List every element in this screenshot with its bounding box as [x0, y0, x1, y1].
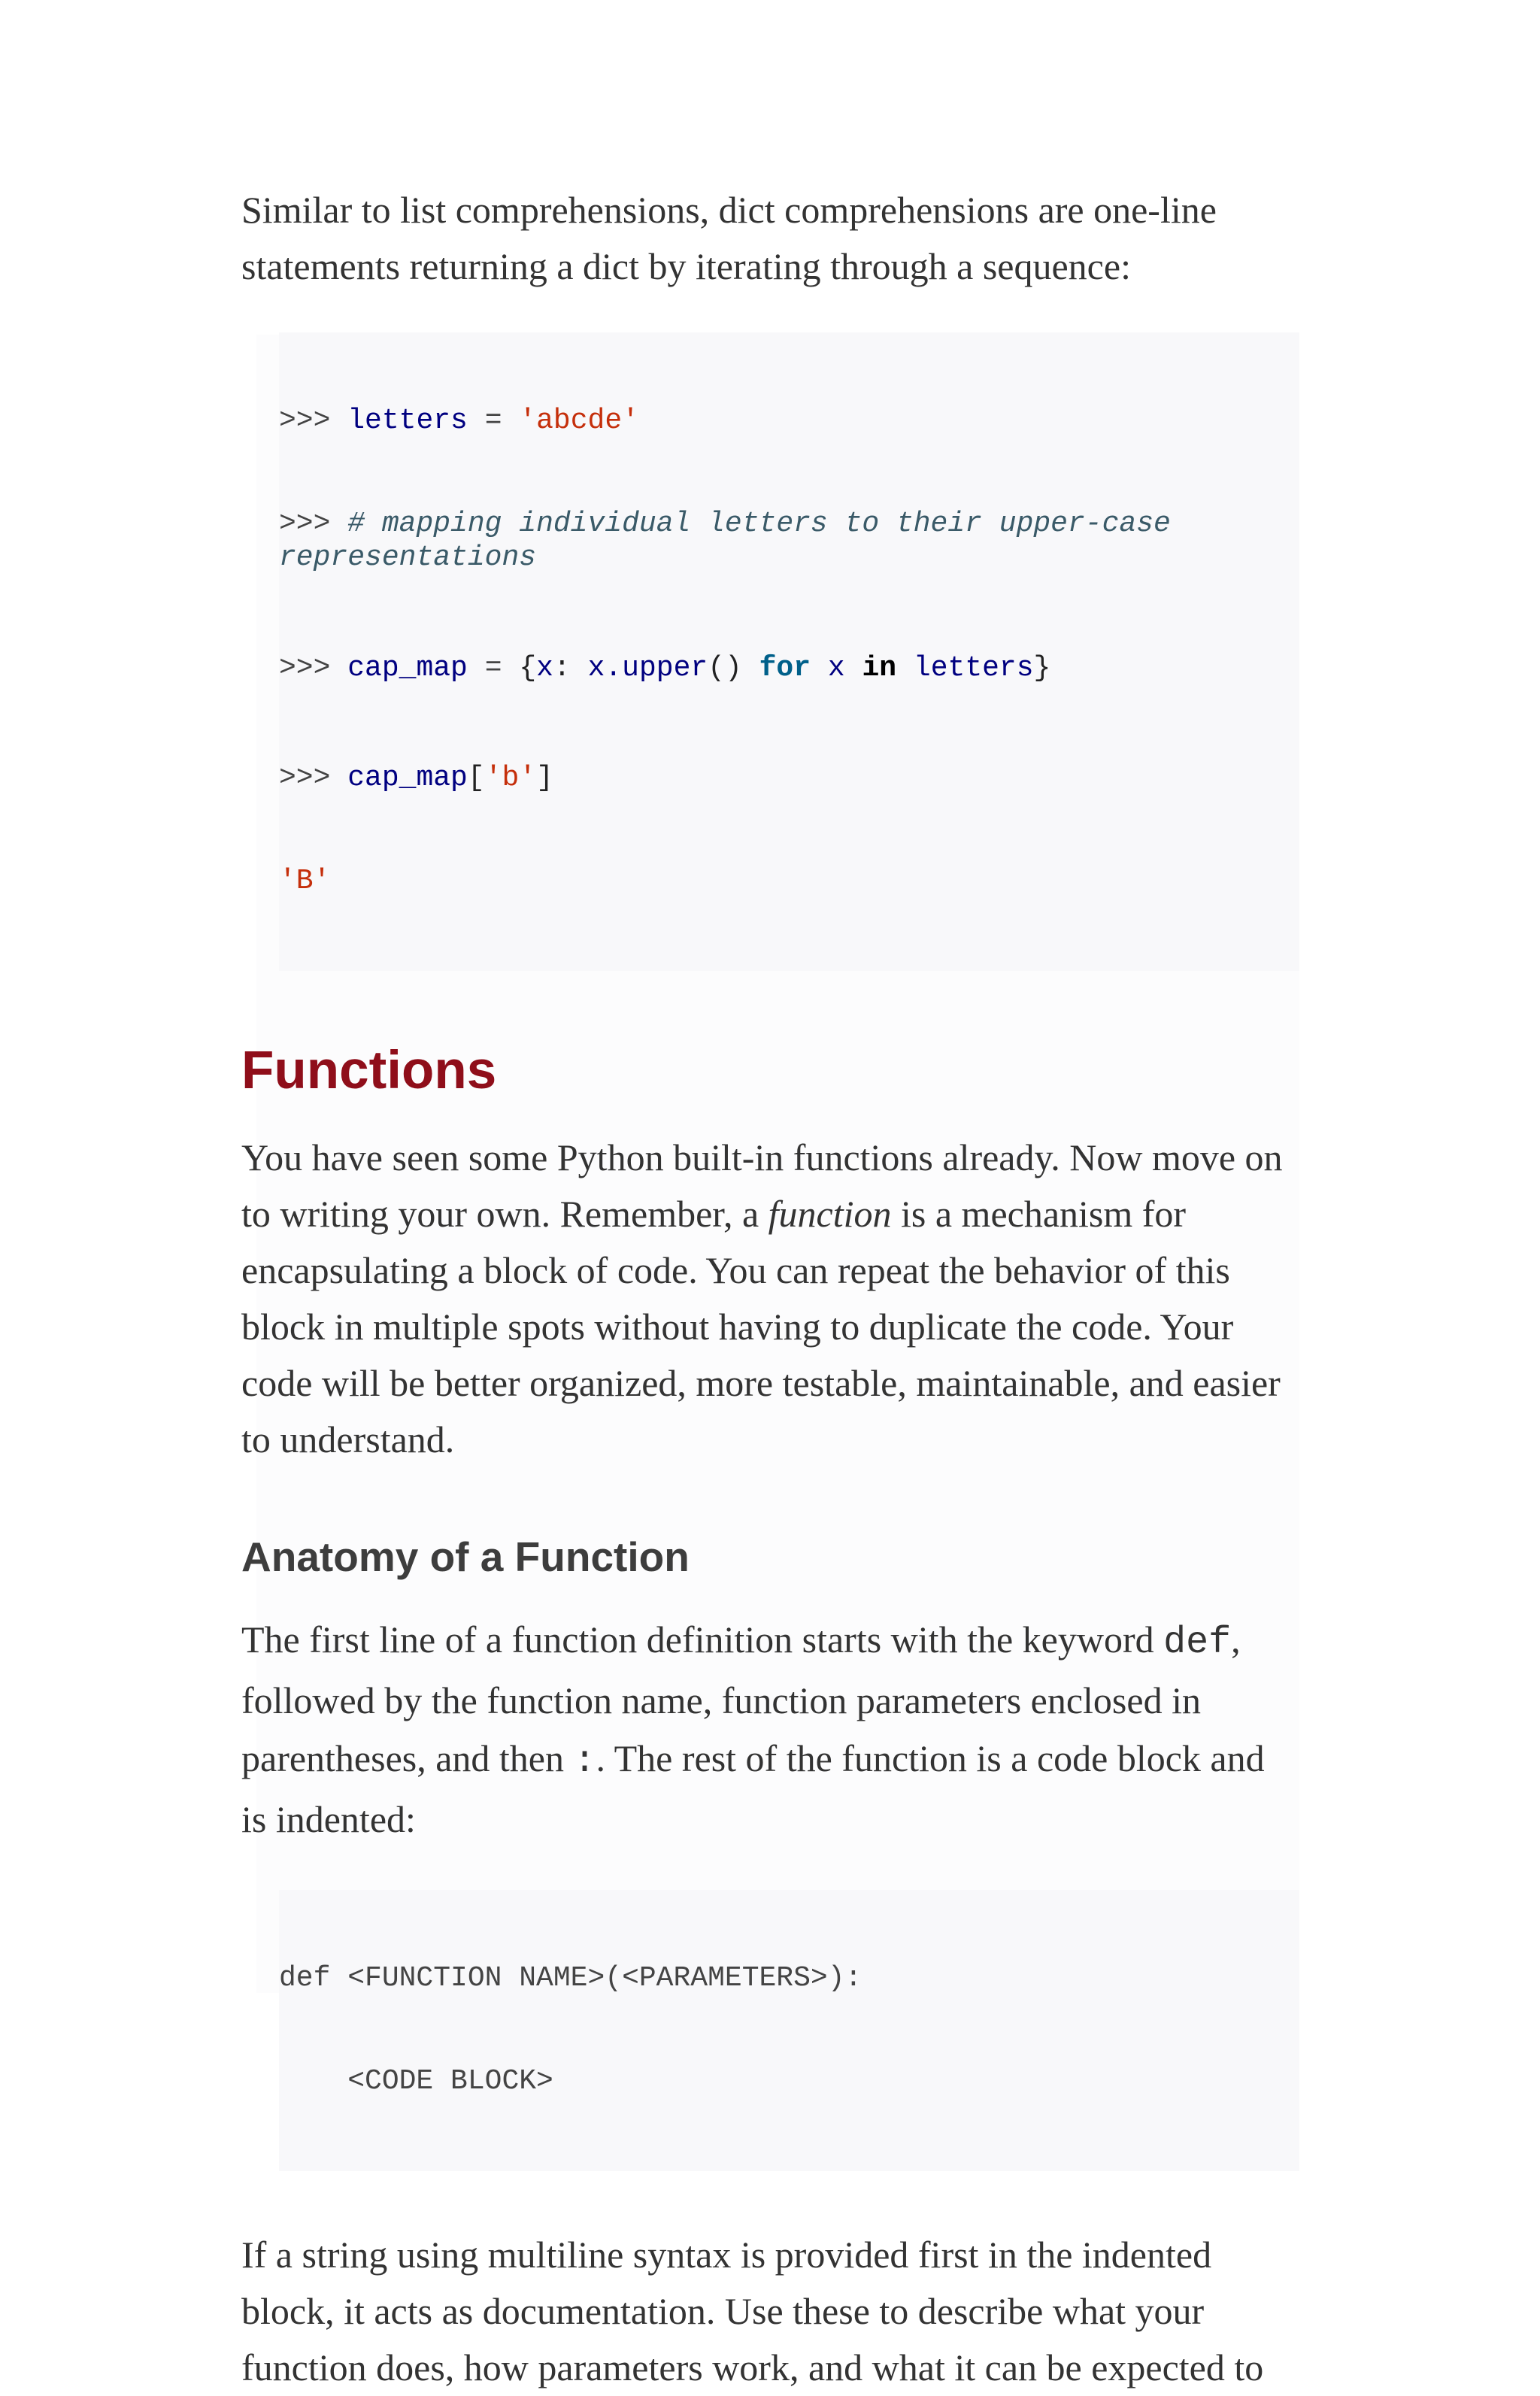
code-prompt: >>>: [279, 507, 331, 540]
anatomy-paragraph-text: The first line of a function definition starts with the keyword: [241, 1618, 1164, 1661]
document-page: [241, 182, 1294, 2396]
code-operator: =: [484, 405, 502, 437]
code-string: 'abcde': [519, 405, 639, 437]
function-emphasis: function: [768, 1193, 892, 1235]
code-prompt: >>>: [279, 651, 331, 684]
code-prompt: >>>: [279, 405, 331, 437]
intro-paragraph: Similar to list comprehensions, dict comprehensions are one-line statements returning a dict by iterating through a sequence:: [241, 189, 1217, 287]
code-output: 'B': [279, 864, 331, 897]
code-brace-close: }: [1033, 651, 1051, 684]
code-comment: # mapping individual letters to their upper-case representations: [279, 507, 1188, 574]
code-keyword-for: for: [759, 651, 811, 684]
template-line-1: def <FUNCTION NAME>(<PARAMETERS>):: [279, 1962, 862, 1994]
function-template-code-block: [279, 1890, 1299, 2171]
code-line-1: [279, 404, 1299, 438]
anatomy-paragraph: [241, 1611, 1294, 1849]
functions-paragraph-text: You have seen some Python built-in functions already. Now move on to writing your own. Remember, a: [241, 1136, 1283, 1235]
code-string: 'b': [484, 762, 537, 794]
code-colon: :: [553, 651, 571, 684]
code-output-line: [279, 864, 1299, 899]
functions-paragraph-text: is a mechanism for encapsulating a block of code. You can repeat the behavior of this block in multiple spots without having to duplicate the code. Your code will be better organized, more testable, maintainable, and easier to understand.: [241, 1193, 1281, 1460]
code-brace-open: {: [519, 651, 537, 684]
code-name: cap_map: [347, 762, 468, 794]
functions-paragraph: [241, 1130, 1294, 1468]
code-prompt: >>>: [279, 762, 331, 794]
anatomy-paragraph-text: , followed by the function name, function parameters enclosed in parentheses, and then: [241, 1618, 1241, 1779]
code-call: x.upper: [587, 651, 708, 684]
functions-heading: Functions: [241, 1041, 497, 1100]
code-line-2: [279, 507, 1299, 575]
code-name: x: [536, 651, 553, 684]
anatomy-heading: Anatomy of a Function: [241, 1533, 690, 1580]
code-keyword-in: in: [862, 651, 897, 684]
code-line-4: [279, 761, 1299, 796]
anatomy-paragraph-text: . The rest of the function is a code block and is indented:: [241, 1737, 1265, 1840]
code-bracket-open: [: [467, 762, 485, 794]
code-line-3: [279, 651, 1299, 686]
inline-code-def: def: [1163, 1621, 1232, 1664]
code-name: x: [827, 651, 845, 684]
template-line-2: <CODE BLOCK>: [279, 2064, 553, 2097]
inline-code-colon: :: [573, 1740, 596, 1783]
code-name: letters: [347, 405, 468, 437]
code-bracket-close: ]: [536, 762, 553, 794]
code-operator: =: [484, 651, 502, 684]
code-name: letters: [913, 651, 1034, 684]
code-parens: (): [708, 651, 742, 684]
dict-comprehension-code-block: [279, 332, 1299, 971]
code-name: cap_map: [347, 651, 468, 684]
docstring-paragraph: If a string using multiline syntax is provided first in the indented block, it acts as documentation. Use these to describe what your function does, how parameters work, and what it can be expected to: [241, 2234, 1264, 2388]
